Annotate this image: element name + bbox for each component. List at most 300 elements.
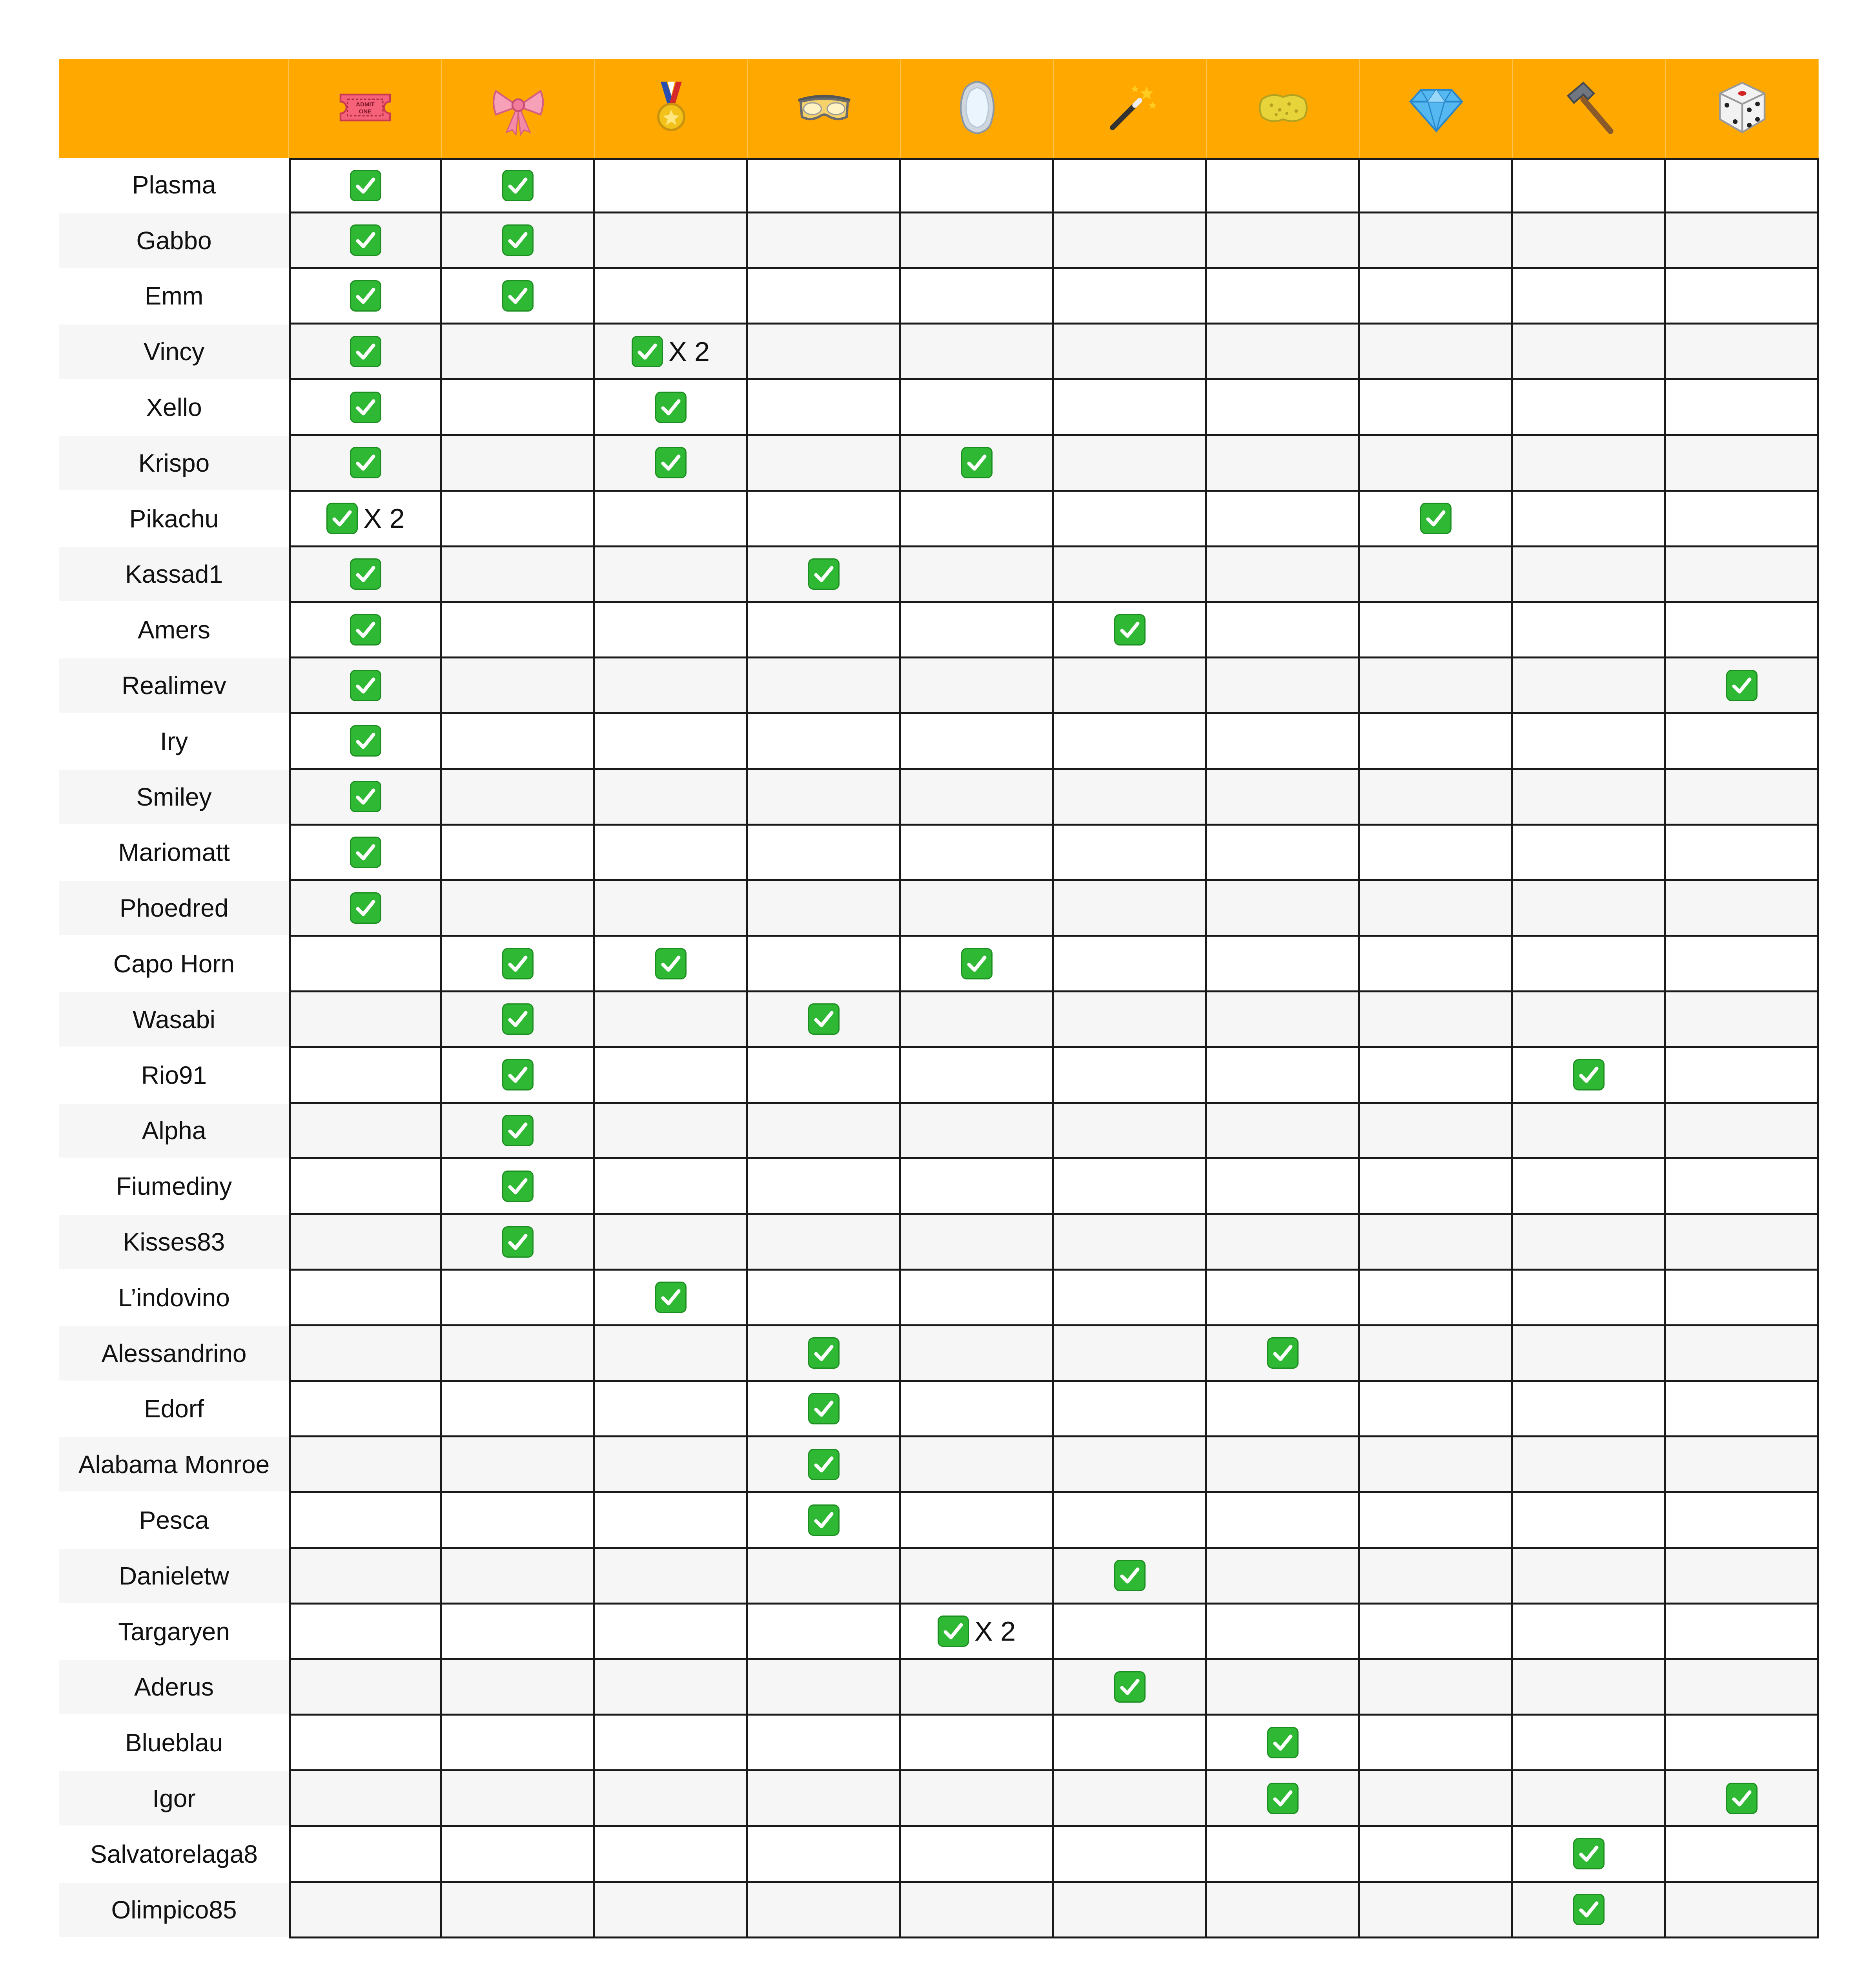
check-mark-button-icon xyxy=(350,336,381,367)
table-cell xyxy=(289,770,442,826)
table-cell xyxy=(289,1771,442,1827)
check-mark-button-icon xyxy=(1114,1671,1146,1703)
table-cell xyxy=(1054,770,1207,826)
participant-name: Pikachu xyxy=(59,492,289,547)
check-mark-button-icon xyxy=(350,170,381,201)
check-mark xyxy=(808,1003,840,1035)
column-header-4 xyxy=(901,59,1054,158)
column-header-3 xyxy=(748,59,901,158)
table-cell xyxy=(1513,1382,1666,1438)
table-cell xyxy=(1054,1493,1207,1549)
table-cell xyxy=(901,436,1054,492)
table-cell xyxy=(1360,1716,1513,1771)
table-cell xyxy=(1360,1159,1513,1215)
table-cell xyxy=(1360,1493,1513,1549)
table-cell xyxy=(1666,492,1819,547)
table-cell xyxy=(748,603,901,658)
table-cell xyxy=(901,881,1054,937)
check-mark xyxy=(350,892,381,924)
table-cell xyxy=(901,1771,1054,1827)
table-cell xyxy=(442,881,595,937)
table-cell xyxy=(1360,603,1513,658)
table-cell xyxy=(1054,1716,1207,1771)
table-cell xyxy=(1207,1437,1360,1493)
table-cell xyxy=(442,547,595,603)
table-cell xyxy=(289,881,442,937)
table-cell xyxy=(1360,714,1513,770)
check-mark xyxy=(350,837,381,868)
table-cell xyxy=(901,1437,1054,1493)
table-cell xyxy=(1207,770,1360,826)
table-cell xyxy=(901,1883,1054,1938)
table-cell xyxy=(289,992,442,1048)
table-cell xyxy=(289,1493,442,1549)
table-cell xyxy=(595,1660,748,1716)
table-cell xyxy=(595,1827,748,1883)
table-cell xyxy=(1054,492,1207,547)
table-cell xyxy=(289,380,442,436)
table-cell xyxy=(1666,213,1819,269)
table-cell xyxy=(1513,714,1666,770)
table-cell xyxy=(1666,1493,1819,1549)
participant-name: Alpha xyxy=(59,1104,289,1160)
participant-name: Edorf xyxy=(59,1382,289,1438)
table-cell xyxy=(1513,1159,1666,1215)
check-mark-button-icon xyxy=(350,892,381,924)
table-cell xyxy=(1207,1883,1360,1938)
check-mark xyxy=(1267,1783,1299,1814)
check-mark-button-icon xyxy=(808,1337,840,1369)
table-cell xyxy=(1054,1437,1207,1493)
table-cell xyxy=(1207,1716,1360,1771)
goggles-icon xyxy=(795,78,854,139)
table-cell xyxy=(901,603,1054,658)
column-header-1 xyxy=(442,59,595,158)
table-cell xyxy=(1207,1660,1360,1716)
check-mark-button-icon xyxy=(350,224,381,256)
check-mark xyxy=(502,280,534,312)
table-cell xyxy=(1513,1716,1666,1771)
check-mark-button-icon xyxy=(655,1282,687,1313)
table-cell xyxy=(595,1271,748,1326)
table-cell xyxy=(1666,1326,1819,1382)
check-mark xyxy=(808,1393,840,1424)
table-cell xyxy=(289,1215,442,1271)
table-cell xyxy=(1207,1827,1360,1883)
check-mark-button-icon xyxy=(350,725,381,757)
table-cell xyxy=(595,1159,748,1215)
table-cell xyxy=(1360,1048,1513,1104)
table-cell xyxy=(595,1716,748,1771)
table-cell xyxy=(595,992,748,1048)
participant-name: Igor xyxy=(59,1771,289,1827)
table-cell xyxy=(442,770,595,826)
table-cell xyxy=(901,1159,1054,1215)
table-cell xyxy=(901,770,1054,826)
check-mark-button-icon xyxy=(350,280,381,312)
table-cell xyxy=(595,826,748,881)
table-cell xyxy=(1360,1883,1513,1938)
table-cell xyxy=(1513,770,1666,826)
check-mark xyxy=(808,1504,840,1536)
table-cell xyxy=(1207,603,1360,658)
table-cell xyxy=(1666,992,1819,1048)
participant-name: Alabama Monroe xyxy=(59,1437,289,1493)
table-cell xyxy=(748,492,901,547)
table-cell xyxy=(1666,1883,1819,1938)
table-cell xyxy=(1207,826,1360,881)
table-cell xyxy=(595,158,748,213)
table-cell xyxy=(1360,1382,1513,1438)
table-cell xyxy=(1666,714,1819,770)
check-mark-button-icon xyxy=(632,336,663,367)
table-cell xyxy=(901,269,1054,325)
table-cell xyxy=(748,1883,901,1938)
table-cell xyxy=(1666,881,1819,937)
table-cell xyxy=(1207,1271,1360,1326)
table-cell xyxy=(289,1104,442,1160)
table-cell xyxy=(901,1048,1054,1104)
participant-name: Fiumediny xyxy=(59,1159,289,1215)
table-cell xyxy=(289,269,442,325)
table-cell xyxy=(1207,547,1360,603)
table-cell xyxy=(1666,1549,1819,1605)
table-cell xyxy=(1054,658,1207,714)
multiplier-label: X 2 xyxy=(974,1616,1016,1647)
check-mark xyxy=(1420,503,1452,534)
table-cell xyxy=(748,325,901,380)
table-cell xyxy=(595,547,748,603)
svg-text:ONE: ONE xyxy=(359,108,372,115)
table-cell xyxy=(1513,603,1666,658)
table-cell xyxy=(1360,1326,1513,1382)
table-cell xyxy=(1207,714,1360,770)
table-cell xyxy=(442,1104,595,1160)
participant-name: Blueblau xyxy=(59,1716,289,1771)
table-cell xyxy=(1207,1771,1360,1827)
table-cell xyxy=(1666,658,1819,714)
table-cell xyxy=(901,658,1054,714)
check-mark xyxy=(350,781,381,812)
table-cell xyxy=(442,1605,595,1660)
table-cell xyxy=(442,158,595,213)
check-mark xyxy=(1573,1838,1605,1869)
table-cell xyxy=(289,714,442,770)
check-mark-button-icon xyxy=(502,1171,534,1202)
table-cell xyxy=(1054,1771,1207,1827)
check-mark xyxy=(350,280,381,312)
table-cell xyxy=(289,826,442,881)
table-cell xyxy=(901,937,1054,992)
table-cell xyxy=(1360,1549,1513,1605)
column-header-6 xyxy=(1207,59,1360,158)
check-mark xyxy=(502,170,534,201)
table-cell xyxy=(748,992,901,1048)
participant-name: Targaryen xyxy=(59,1605,289,1660)
table-cell xyxy=(901,1549,1054,1605)
table-cell xyxy=(1207,1326,1360,1382)
table-cell xyxy=(1513,1215,1666,1271)
table-cell xyxy=(442,1827,595,1883)
table-cell xyxy=(1054,436,1207,492)
table-cell xyxy=(1207,492,1360,547)
check-mark xyxy=(632,336,710,367)
check-mark xyxy=(808,1449,840,1480)
table-cell xyxy=(748,937,901,992)
table-cell xyxy=(1666,1271,1819,1326)
check-mark xyxy=(1726,1783,1758,1814)
check-mark-button-icon xyxy=(350,558,381,590)
check-mark xyxy=(502,1003,534,1035)
table-cell xyxy=(442,1771,595,1827)
table-cell xyxy=(1207,158,1360,213)
column-header-8 xyxy=(1513,59,1666,158)
table-cell xyxy=(289,1326,442,1382)
ribbon-icon xyxy=(489,78,548,139)
table-cell xyxy=(595,881,748,937)
table-cell xyxy=(1513,1326,1666,1382)
table-cell xyxy=(748,1326,901,1382)
check-mark-button-icon xyxy=(655,447,687,478)
table-cell xyxy=(1513,492,1666,547)
table-cell xyxy=(748,1048,901,1104)
check-mark-button-icon xyxy=(1726,1783,1758,1814)
table-cell xyxy=(748,770,901,826)
table-cell xyxy=(1360,1437,1513,1493)
table-cell xyxy=(595,380,748,436)
table-cell xyxy=(442,1883,595,1938)
table-cell xyxy=(1513,380,1666,436)
table-cell xyxy=(1054,158,1207,213)
table-cell xyxy=(748,213,901,269)
table-cell xyxy=(1360,325,1513,380)
table-cell xyxy=(442,603,595,658)
table-cell xyxy=(1513,1493,1666,1549)
table-cell xyxy=(289,1437,442,1493)
column-header-5 xyxy=(1054,59,1207,158)
table-cell xyxy=(1513,1048,1666,1104)
table-cell xyxy=(1513,992,1666,1048)
check-mark xyxy=(655,948,687,979)
table-cell xyxy=(748,1437,901,1493)
table-cell xyxy=(1054,881,1207,937)
gem-icon xyxy=(1407,78,1466,139)
table-cell xyxy=(1207,325,1360,380)
table-cell xyxy=(595,1549,748,1605)
check-mark xyxy=(655,1282,687,1313)
table-cell xyxy=(1513,1271,1666,1326)
multiplier-label: X 2 xyxy=(668,336,710,367)
table-cell xyxy=(1207,380,1360,436)
table-cell xyxy=(289,213,442,269)
table-cell xyxy=(1360,269,1513,325)
table-cell xyxy=(748,380,901,436)
table-cell xyxy=(1207,436,1360,492)
table-cell xyxy=(1513,547,1666,603)
table-cell xyxy=(1207,1493,1360,1549)
attendance-table xyxy=(59,59,1819,1938)
check-mark xyxy=(1573,1059,1605,1090)
table-cell xyxy=(442,992,595,1048)
table-cell xyxy=(901,1660,1054,1716)
table-cell xyxy=(1666,1660,1819,1716)
table-cell xyxy=(748,1605,901,1660)
table-cell xyxy=(1054,1605,1207,1660)
check-mark xyxy=(1114,1560,1146,1591)
check-mark xyxy=(655,392,687,423)
participant-name: Vincy xyxy=(59,325,289,380)
check-mark-button-icon xyxy=(326,503,358,534)
check-mark xyxy=(350,170,381,201)
table-cell xyxy=(1513,881,1666,937)
table-cell xyxy=(1666,1048,1819,1104)
table-cell xyxy=(595,325,748,380)
participant-name: Aderus xyxy=(59,1660,289,1716)
table-cell xyxy=(289,1827,442,1883)
table-cell xyxy=(442,1048,595,1104)
check-mark-button-icon xyxy=(502,1059,534,1090)
ticket-icon xyxy=(336,78,395,139)
table-cell xyxy=(901,1827,1054,1883)
check-mark-button-icon xyxy=(808,558,840,590)
table-cell xyxy=(1513,436,1666,492)
table-cell xyxy=(289,603,442,658)
participant-name: L’indovino xyxy=(59,1271,289,1326)
table-cell xyxy=(1513,937,1666,992)
check-mark-button-icon xyxy=(502,1226,534,1258)
participant-name: Xello xyxy=(59,380,289,436)
check-mark-button-icon xyxy=(502,224,534,256)
participant-name: Kisses83 xyxy=(59,1215,289,1271)
participant-name: Pesca xyxy=(59,1493,289,1549)
table-cell xyxy=(1054,1827,1207,1883)
check-mark xyxy=(961,948,993,979)
table-cell xyxy=(1054,1382,1207,1438)
table-cell xyxy=(1207,1382,1360,1438)
check-mark-button-icon xyxy=(350,392,381,423)
table-cell xyxy=(442,213,595,269)
table-cell xyxy=(1360,213,1513,269)
participant-name: Alessandrino xyxy=(59,1326,289,1382)
table-cell xyxy=(901,826,1054,881)
check-mark xyxy=(1726,670,1758,701)
table-cell xyxy=(595,1771,748,1827)
column-header-2 xyxy=(595,59,748,158)
table-cell xyxy=(1207,1549,1360,1605)
table-cell xyxy=(289,325,442,380)
check-mark xyxy=(350,336,381,367)
column-header-7 xyxy=(1360,59,1513,158)
table-cell xyxy=(1054,826,1207,881)
participant-name: Wasabi xyxy=(59,992,289,1048)
check-mark-button-icon xyxy=(1114,1560,1146,1591)
participant-name: Realimev xyxy=(59,658,289,714)
table-cell xyxy=(1513,1883,1666,1938)
table-cell xyxy=(748,1660,901,1716)
check-mark-button-icon xyxy=(808,1003,840,1035)
check-mark xyxy=(350,725,381,757)
table-cell xyxy=(748,826,901,881)
check-mark-button-icon xyxy=(1573,1059,1605,1090)
table-cell xyxy=(289,547,442,603)
table-cell xyxy=(595,1104,748,1160)
table-cell xyxy=(1054,1326,1207,1382)
table-cell xyxy=(901,1326,1054,1382)
table-cell xyxy=(595,937,748,992)
table-cell xyxy=(1054,1159,1207,1215)
table-cell xyxy=(748,881,901,937)
table-cell xyxy=(748,158,901,213)
table-cell xyxy=(901,1104,1054,1160)
table-cell xyxy=(442,937,595,992)
participant-name: Iry xyxy=(59,714,289,770)
check-mark-button-icon xyxy=(502,948,534,979)
participant-name: Plasma xyxy=(59,158,289,213)
table-cell xyxy=(1360,547,1513,603)
table-cell xyxy=(748,1716,901,1771)
table-cell xyxy=(442,1660,595,1716)
table-cell xyxy=(1513,1827,1666,1883)
check-mark-button-icon xyxy=(961,447,993,478)
table-cell xyxy=(595,492,748,547)
check-mark-button-icon xyxy=(350,670,381,701)
table-cell xyxy=(1513,1437,1666,1493)
table-cell xyxy=(1054,714,1207,770)
table-cell xyxy=(1666,1605,1819,1660)
table-cell xyxy=(442,1382,595,1438)
table-cell xyxy=(1666,1827,1819,1883)
table-cell xyxy=(442,1215,595,1271)
table-cell xyxy=(901,1382,1054,1438)
table-cell xyxy=(442,658,595,714)
table-cell xyxy=(1513,1549,1666,1605)
check-mark-button-icon xyxy=(350,837,381,868)
table-cell xyxy=(289,1605,442,1660)
check-mark-button-icon xyxy=(1420,503,1452,534)
table-cell xyxy=(1360,881,1513,937)
check-mark-button-icon xyxy=(808,1393,840,1424)
table-cell xyxy=(595,1437,748,1493)
check-mark-button-icon xyxy=(350,781,381,812)
svg-text:ADMIT: ADMIT xyxy=(355,101,375,108)
table-cell xyxy=(748,1493,901,1549)
table-cell xyxy=(901,992,1054,1048)
table-cell xyxy=(1360,1104,1513,1160)
participant-name: Kassad1 xyxy=(59,547,289,603)
table-cell xyxy=(442,1326,595,1382)
participant-name: Olimpico85 xyxy=(59,1883,289,1938)
column-header-9 xyxy=(1666,59,1819,158)
check-mark xyxy=(326,503,404,534)
table-cell xyxy=(1666,603,1819,658)
table-cell xyxy=(748,1271,901,1326)
participant-name: Smiley xyxy=(59,770,289,826)
table-cell xyxy=(442,1271,595,1326)
table-cell xyxy=(442,1437,595,1493)
table-cell xyxy=(1360,826,1513,881)
table-cell xyxy=(901,492,1054,547)
participant-name: Phoedred xyxy=(59,881,289,937)
participant-name: Salvatorelaga8 xyxy=(59,1827,289,1883)
check-mark-button-icon xyxy=(961,948,993,979)
table-cell xyxy=(1666,1104,1819,1160)
table-cell xyxy=(748,1771,901,1827)
check-mark-button-icon xyxy=(1267,1783,1299,1814)
check-mark xyxy=(808,1337,840,1369)
table-cell xyxy=(1360,658,1513,714)
table-cell xyxy=(1666,380,1819,436)
table-cell xyxy=(748,436,901,492)
